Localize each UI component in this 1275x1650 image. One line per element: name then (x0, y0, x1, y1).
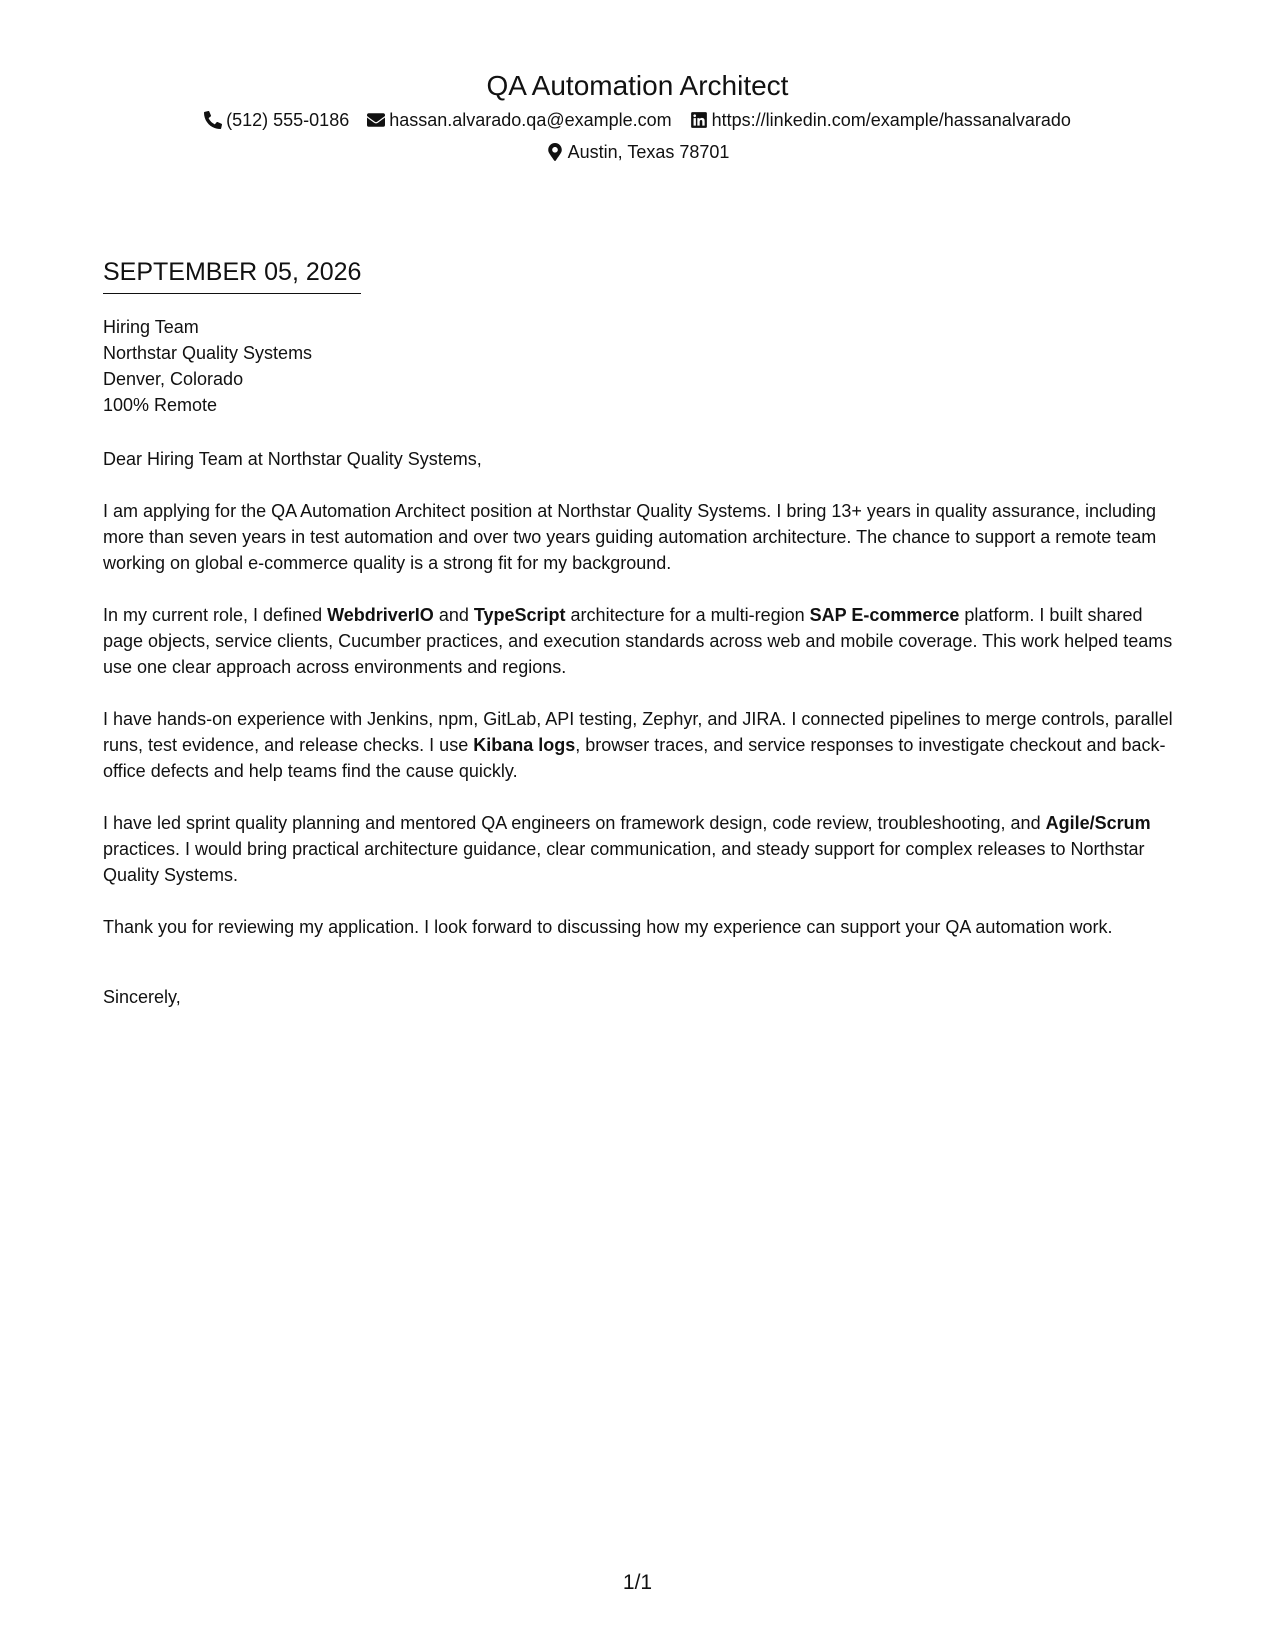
keyword-typescript: TypeScript (473, 605, 566, 625)
contact-row-secondary (0, 140, 1275, 164)
letter-date: SEPTEMBER 05, 2026 (103, 256, 361, 294)
job-title-heading: QA Automation Architect (486, 70, 789, 101)
map-marker-icon (546, 143, 564, 161)
contact-email[interactable] (367, 108, 671, 132)
paragraph-thank-you: Thank you for reviewing my application. I look forward to discussing how my experience can support your QA automation work. (103, 917, 1113, 937)
keyword-kibana-logs: Kibana logs (473, 735, 576, 755)
recipient-block (103, 314, 1175, 418)
phone-icon (204, 111, 222, 129)
paragraph-current-role: In my current role, I defined WebdriverIO and TypeScript architecture for a multi-region SAP E-commerce platform. I built shared page objects, service clients, Cucumber practices, and execution standards across web and mobile coverage. This work helped teams use one clear approach across environments and regions. (103, 605, 1173, 677)
paragraph-intro: I am applying for the QA Automation Architect position at Northstar Quality Systems. I bring 13+ years in quality assurance, including more than seven years in test automation and over two years guiding automation architecture. The chance to support a remote team working on global e-commerce quality is a strong fit for my background. (103, 501, 1157, 573)
letter-header (0, 68, 1275, 164)
page-number: 1/1 (622, 1571, 653, 1594)
paragraph-leadership: I have led sprint quality planning and mentored QA engineers on framework design, code review, troubleshooting, and Agile/Scrum practices. I would bring practical architecture guidance, clear communication, and steady support for complex releases to Northstar Quality Systems. (103, 813, 1151, 885)
email-text[interactable]: hassan.alvarado.qa@example.com (389, 110, 672, 130)
location-text: Austin, Texas 78701 (567, 142, 730, 162)
envelope-icon (367, 111, 385, 129)
recipient-city: Denver, Colorado (103, 369, 244, 389)
keyword-sap-ecommerce: SAP E-commerce (809, 605, 960, 625)
keyword-agile-scrum: Agile/Scrum (1045, 813, 1151, 833)
keyword-webdriverio: WebdriverIO (327, 605, 434, 625)
letter-body (103, 256, 1175, 1010)
recipient-line: Hiring Team (103, 317, 199, 337)
contact-linkedin[interactable] (690, 108, 1071, 132)
contact-row-primary (0, 108, 1275, 132)
contact-phone (204, 108, 349, 132)
paragraph-tools-experience: I have hands-on experience with Jenkins, npm, GitLab, API testing, Zephyr, and JIRA. I connected pipelines to merge controls, parallel runs, test evidence, and release checks. I use Kibana logs, browser traces, and service responses to investigate checkout and back-office defects and help teams find the cause quickly. (103, 709, 1173, 781)
phone-text: (512) 555-0186 (226, 110, 350, 130)
closing: Sincerely, (103, 987, 181, 1007)
linkedin-text[interactable]: https://linkedin.com/example/hassanalvarado (711, 110, 1071, 130)
contact-location (546, 140, 730, 164)
recipient-work-mode: 100% Remote (103, 395, 218, 415)
linkedin-icon (690, 111, 708, 129)
salutation: Dear Hiring Team at Northstar Quality Systems, (103, 449, 482, 469)
recipient-company: Northstar Quality Systems (103, 343, 313, 363)
